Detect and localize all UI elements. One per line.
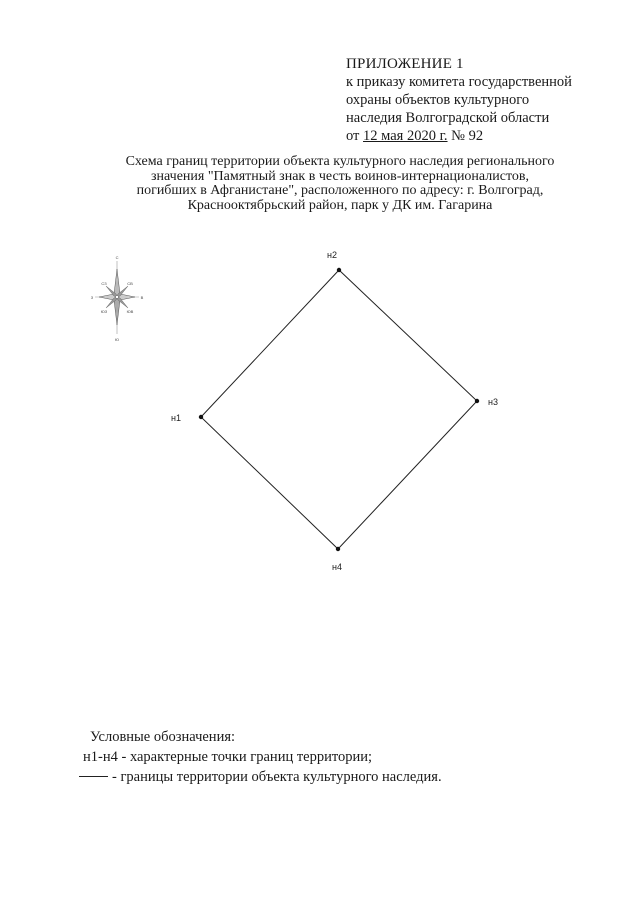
boundary-point-n2 [337, 268, 341, 272]
appendix-line: охраны объектов культурного [346, 92, 530, 108]
legend-points-row [79, 747, 442, 767]
order-date: 12 мая 2020 г. [363, 128, 448, 144]
compass-rose-icon [91, 255, 144, 342]
point-label-n1: н1 [171, 413, 181, 423]
legend-border-row [79, 767, 442, 787]
compass-sw: ЮЗ [100, 309, 108, 314]
legend-points-desc: - характерные точки границ территории; [117, 749, 373, 765]
title-line: значения "Памятный знак в честь воинов-интернационалистов, [150, 168, 529, 184]
point-label-n3: н3 [488, 397, 498, 407]
compass-west: З [90, 295, 94, 300]
compass-se: ЮВ [126, 309, 134, 314]
title-line: Краснооктябрьский район, парк у ДК им. Гагарина [187, 197, 493, 213]
appendix-line: наследия Волгоградской области [346, 110, 550, 126]
territory-boundary [201, 270, 477, 549]
compass-ne: СВ [127, 281, 133, 286]
title-line: Схема границ территории объекта культурного наследия регионального [125, 154, 555, 169]
legend-points-key: н1-н4 [83, 749, 118, 765]
title-line: погибших в Афганистане", расположенного по адресу: г. Волгоград, [136, 183, 544, 198]
legend-caption: Условные обозначения: [90, 729, 236, 745]
point-label-n4: н4 [332, 562, 342, 572]
compass-north: С [115, 255, 119, 260]
compass-east: В [140, 295, 144, 300]
legend [79, 727, 442, 787]
boundary-point-n4 [336, 547, 340, 551]
boundary-point-n1 [199, 415, 203, 419]
legend-line-symbol [79, 776, 108, 777]
point-label-n2: н2 [327, 250, 337, 260]
order-number: № 92 [451, 128, 484, 144]
appendix-heading: ПРИЛОЖЕНИЕ 1 [346, 56, 464, 72]
legend-border-desc: - границы территории объекта культурного наследия. [112, 769, 442, 785]
date-prefix: от [346, 128, 360, 144]
boundary-point-n3 [475, 399, 479, 403]
compass-south: Ю [114, 337, 120, 342]
compass-nw: СЗ [101, 281, 107, 286]
appendix-line: к приказу комитета государственной [346, 74, 572, 90]
